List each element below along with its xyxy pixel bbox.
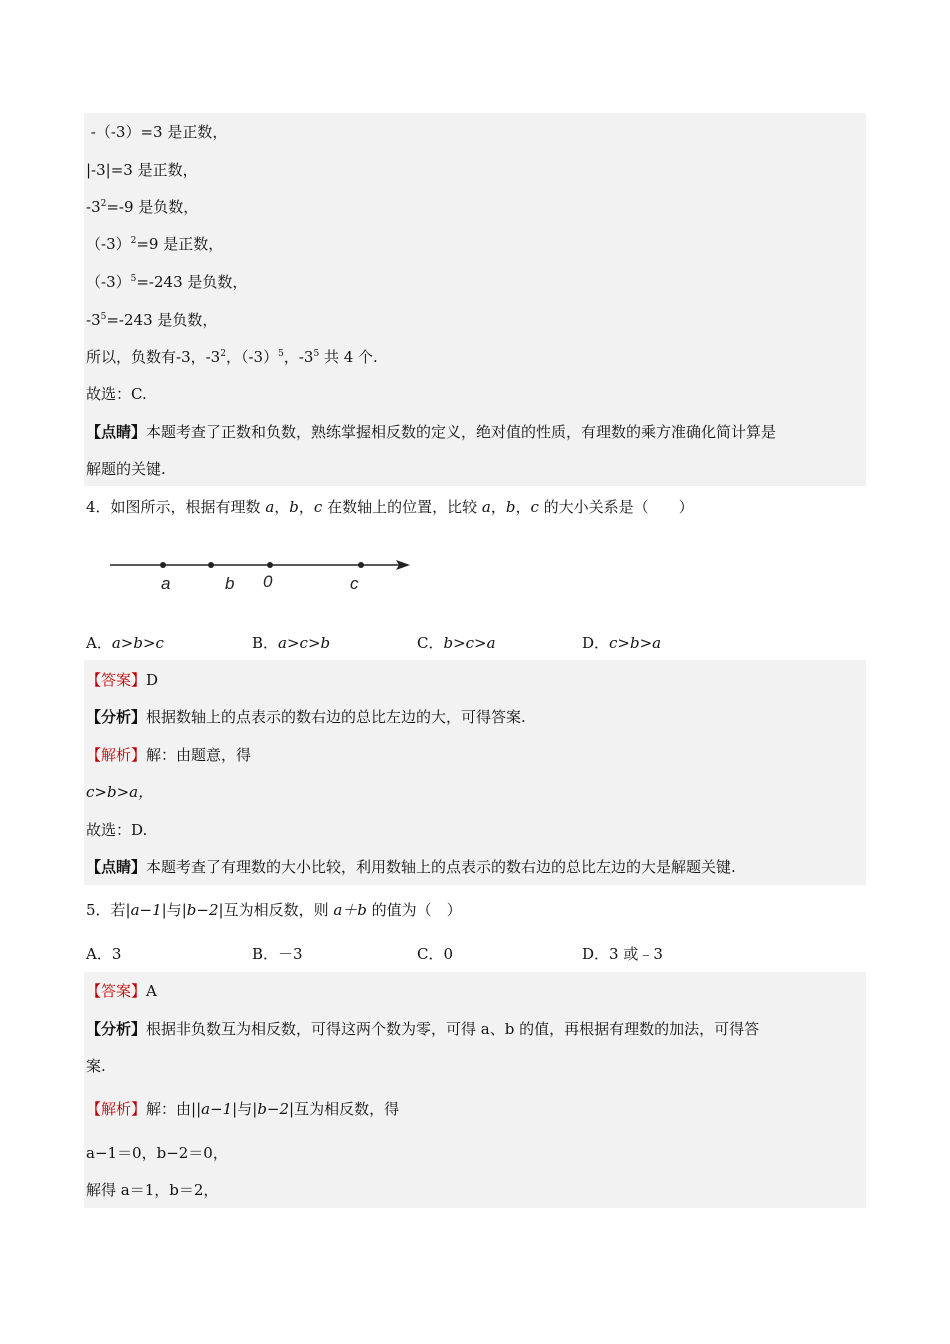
option-c[interactable]: C．b>c>a [417,634,496,652]
question-5-stem: 5．若|a−1|与|b−2|互为相反数，则 a＋b 的值为（ ） [86,901,462,919]
point-zero [267,562,273,568]
point-c [358,562,364,568]
text-line: 所以，负数有-3，$-3^2$，$(-3)^5$，$-3^5$ 共 4 个. [86,348,378,366]
option-b[interactable]: B．－3 [252,945,303,963]
number-line-figure [100,545,430,605]
text-line: $-3^5=-243$ 是负数， [86,311,218,329]
text-line: c>b>a， [86,783,154,801]
solution-line: 【解析】解：由||a−1|与|b−2|互为相反数，得 [86,1100,400,1118]
text-line: 解题的关键. [86,460,166,478]
comment-line: 【点睛】本题考查了有理数的大小比较，利用数轴上的点表示的数右边的总比左边的大是解题关键. [86,858,736,876]
point-a [160,562,166,568]
option-d[interactable]: D．c>b>a [582,634,662,652]
option-b[interactable]: B．a>c>b [252,634,331,652]
comment-line: 【点睛】本题考查了正数和负数，熟练掌握相反数的定义，绝对值的性质，有理数的乘方准确化简计算是 [86,423,777,441]
text-line: 故选：C. [86,385,147,403]
text-line: |-3|=3 是正数， [86,161,198,179]
text-line: $-3^2=-9$ 是负数， [86,198,199,216]
text-line: 故选：D. [86,821,148,839]
label-c: c [350,574,359,593]
solution-line: 【解析】解：由题意，得 [86,746,252,764]
option-a[interactable]: A．3 [86,945,122,963]
text-line: $(-3)^5=-243$ 是负数， [86,273,248,291]
solution-block-q4 [84,660,866,885]
option-c[interactable]: C．0 [417,945,454,963]
text-line: a−1＝0，b−2＝0， [86,1144,228,1162]
label-b: b [225,574,235,593]
point-b [208,562,214,568]
answer-line: 【答案】A [86,982,157,1000]
text-line: -（-3）=3 是正数， [86,123,228,141]
option-d[interactable]: D．3 或﹣3 [582,945,663,963]
option-a[interactable]: A．a>b>c [86,634,164,652]
text-line: 解得 a＝1，b＝2， [86,1181,219,1199]
analysis-line: 【分析】根据数轴上的点表示的数右边的总比左边的大，可得答案. [86,708,526,726]
text-line: 案. [86,1057,106,1075]
solution-block-q5 [84,972,866,1208]
question-4-stem: 4．如图所示，根据有理数 a，b，c 在数轴上的位置，比较 a，b，c 的大小关系是（ ） [86,498,694,516]
answer-line: 【答案】D [86,671,159,689]
text-line: $(-3)^2=9$ 是正数， [86,235,224,253]
analysis-line: 【分析】根据非负数互为相反数，可得这两个数为零，可得 a、b 的值，再根据有理数的加法，可得答 [86,1020,760,1038]
label-zero: 0 [263,572,273,591]
label-a: a [161,574,171,593]
